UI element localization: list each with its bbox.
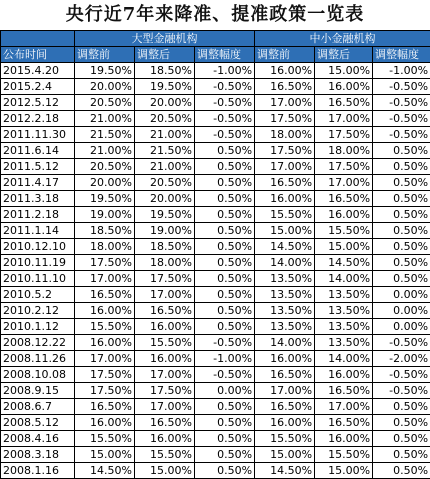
cell-value: 0.50% — [373, 447, 430, 463]
cell-value: 16.00% — [255, 63, 315, 79]
cell-value: 13.50% — [315, 319, 373, 335]
cell-date: 2011.5.12 — [1, 159, 75, 175]
cell-value: 21.50% — [135, 143, 195, 159]
cell-value: 16.50% — [255, 399, 315, 415]
cell-value: 16.00% — [75, 415, 135, 431]
cell-date: 2008.11.26 — [1, 351, 75, 367]
table-row — [1, 143, 430, 159]
cell-value: 0.50% — [373, 415, 430, 431]
rrr-table — [0, 30, 430, 479]
cell-value: 16.00% — [255, 415, 315, 431]
cell-value: -0.50% — [373, 79, 430, 95]
header-row-columns — [1, 47, 430, 63]
table-row — [1, 335, 430, 351]
cell-value: 0.50% — [373, 143, 430, 159]
table-row — [1, 431, 430, 447]
cell-value: 0.50% — [373, 223, 430, 239]
cell-value: 13.50% — [315, 335, 373, 351]
cell-value: 14.00% — [315, 351, 373, 367]
cell-value: 18.50% — [135, 63, 195, 79]
cell-date: 2011.3.18 — [1, 191, 75, 207]
table-row — [1, 463, 430, 479]
cell-date: 2008.9.15 — [1, 383, 75, 399]
cell-value: 0.50% — [373, 159, 430, 175]
cell-value: 0.50% — [195, 271, 255, 287]
cell-value: 17.50% — [135, 383, 195, 399]
cell-value: 15.00% — [75, 447, 135, 463]
cell-value: 0.50% — [373, 207, 430, 223]
cell-value: 20.00% — [75, 79, 135, 95]
cell-value: -0.50% — [373, 127, 430, 143]
cell-date: 2008.10.08 — [1, 367, 75, 383]
cell-value: -0.50% — [195, 367, 255, 383]
cell-value: 0.50% — [373, 239, 430, 255]
cell-value: 16.50% — [315, 191, 373, 207]
table-row — [1, 239, 430, 255]
cell-value: -0.50% — [195, 111, 255, 127]
table-row — [1, 159, 430, 175]
cell-value: 13.50% — [315, 303, 373, 319]
cell-value: 0.50% — [195, 255, 255, 271]
cell-date: 2010.5.2 — [1, 287, 75, 303]
cell-value: 0.50% — [373, 399, 430, 415]
cell-value: 17.50% — [75, 255, 135, 271]
cell-value: 16.00% — [315, 207, 373, 223]
header-group-large: 大型金融机构 — [75, 31, 255, 47]
cell-value: 15.50% — [75, 319, 135, 335]
cell-value: 20.50% — [75, 159, 135, 175]
cell-value: 16.00% — [255, 191, 315, 207]
cell-value: -0.50% — [373, 383, 430, 399]
cell-value: 0.00% — [373, 319, 430, 335]
cell-value: 0.50% — [195, 191, 255, 207]
cell-value: 0.50% — [373, 431, 430, 447]
cell-value: 18.00% — [255, 127, 315, 143]
cell-value: 17.00% — [255, 95, 315, 111]
cell-value: 20.00% — [135, 191, 195, 207]
cell-value: 15.00% — [255, 223, 315, 239]
cell-value: -1.00% — [373, 63, 430, 79]
cell-value: 19.50% — [75, 63, 135, 79]
cell-date: 2008.5.12 — [1, 415, 75, 431]
table-row — [1, 287, 430, 303]
cell-date: 2012.5.12 — [1, 95, 75, 111]
cell-value: 16.50% — [255, 175, 315, 191]
cell-value: 17.00% — [315, 111, 373, 127]
cell-value: 19.50% — [135, 207, 195, 223]
cell-value: 15.50% — [135, 335, 195, 351]
cell-value: 16.00% — [315, 367, 373, 383]
cell-value: 14.50% — [315, 255, 373, 271]
cell-value: 0.00% — [195, 383, 255, 399]
cell-value: 0.50% — [195, 319, 255, 335]
cell-value: 13.50% — [255, 287, 315, 303]
table-row — [1, 191, 430, 207]
cell-date: 2015.4.20 — [1, 63, 75, 79]
cell-value: 0.50% — [195, 159, 255, 175]
cell-value: 16.50% — [315, 383, 373, 399]
table-row — [1, 175, 430, 191]
table-row — [1, 271, 430, 287]
cell-value: 0.50% — [195, 303, 255, 319]
cell-value: 17.50% — [135, 271, 195, 287]
cell-date: 2015.2.4 — [1, 79, 75, 95]
cell-value: 16.50% — [315, 415, 373, 431]
cell-value: 13.50% — [255, 303, 315, 319]
cell-value: 21.00% — [135, 159, 195, 175]
cell-date: 2008.4.16 — [1, 431, 75, 447]
cell-date: 2010.2.12 — [1, 303, 75, 319]
table-row — [1, 399, 430, 415]
cell-value: 17.50% — [75, 383, 135, 399]
cell-value: 15.50% — [75, 431, 135, 447]
cell-value: 20.50% — [135, 175, 195, 191]
table-row — [1, 95, 430, 111]
cell-value: 13.50% — [255, 319, 315, 335]
cell-value: 16.50% — [135, 415, 195, 431]
cell-value: 16.00% — [255, 351, 315, 367]
cell-value: 16.50% — [75, 399, 135, 415]
cell-value: 14.00% — [255, 335, 315, 351]
cell-value: -0.50% — [373, 335, 430, 351]
cell-value: -0.50% — [373, 111, 430, 127]
cell-value: 18.00% — [315, 143, 373, 159]
page-title: 央行近7年来降准、提准政策一览表 — [65, 4, 365, 25]
cell-value: 21.00% — [75, 143, 135, 159]
cell-date: 2011.2.18 — [1, 207, 75, 223]
table-row — [1, 127, 430, 143]
cell-value: -0.50% — [373, 95, 430, 111]
cell-value: 17.00% — [315, 175, 373, 191]
cell-value: -0.50% — [195, 335, 255, 351]
cell-value: 0.00% — [373, 303, 430, 319]
header-delta-small: 调整幅度 — [373, 47, 430, 63]
table-row — [1, 207, 430, 223]
table-row — [1, 223, 430, 239]
cell-value: 19.00% — [75, 207, 135, 223]
cell-value: 14.50% — [75, 463, 135, 479]
cell-value: 17.50% — [315, 159, 373, 175]
cell-value: 14.50% — [255, 463, 315, 479]
cell-value: 19.00% — [135, 223, 195, 239]
cell-value: -0.50% — [195, 95, 255, 111]
cell-value: 16.00% — [75, 335, 135, 351]
cell-value: 0.00% — [373, 287, 430, 303]
table-row — [1, 111, 430, 127]
cell-value: 18.50% — [135, 239, 195, 255]
table-row — [1, 383, 430, 399]
table-row — [1, 415, 430, 431]
cell-value: 21.00% — [75, 111, 135, 127]
cell-value: 15.00% — [255, 447, 315, 463]
header-row-groups — [1, 31, 430, 47]
cell-value: 0.50% — [195, 223, 255, 239]
cell-value: 13.50% — [255, 271, 315, 287]
cell-value: 16.50% — [255, 367, 315, 383]
cell-value: 16.50% — [135, 303, 195, 319]
header-before-small: 调整前 — [255, 47, 315, 63]
table-row — [1, 319, 430, 335]
cell-value: 16.00% — [315, 431, 373, 447]
cell-value: 0.50% — [195, 287, 255, 303]
table-row — [1, 351, 430, 367]
cell-date: 2010.11.10 — [1, 271, 75, 287]
header-after-small: 调整后 — [315, 47, 373, 63]
cell-value: -0.50% — [373, 367, 430, 383]
cell-value: 15.50% — [255, 207, 315, 223]
cell-value: -1.00% — [195, 63, 255, 79]
header-blank — [1, 31, 75, 47]
cell-date: 2010.12.10 — [1, 239, 75, 255]
cell-value: 17.00% — [135, 399, 195, 415]
cell-value: 15.00% — [315, 463, 373, 479]
cell-value: 0.50% — [195, 239, 255, 255]
cell-value: 0.50% — [195, 415, 255, 431]
table-row — [1, 255, 430, 271]
cell-value: 20.00% — [135, 95, 195, 111]
cell-value: 15.50% — [315, 223, 373, 239]
cell-value: 0.50% — [195, 207, 255, 223]
header-after-large: 调整后 — [135, 47, 195, 63]
cell-value: 17.50% — [315, 127, 373, 143]
header-date: 公布时间 — [1, 47, 75, 63]
cell-value: 14.00% — [255, 255, 315, 271]
cell-value: 17.00% — [135, 367, 195, 383]
cell-value: 0.50% — [195, 431, 255, 447]
cell-value: 0.50% — [195, 399, 255, 415]
table-row — [1, 367, 430, 383]
cell-value: 20.00% — [75, 175, 135, 191]
cell-date: 2010.1.12 — [1, 319, 75, 335]
cell-value: 16.00% — [135, 319, 195, 335]
cell-value: 15.50% — [135, 447, 195, 463]
header-group-small: 中小金融机构 — [255, 31, 430, 47]
cell-date: 2008.6.7 — [1, 399, 75, 415]
cell-value: 0.50% — [373, 191, 430, 207]
cell-value: 18.00% — [135, 255, 195, 271]
cell-value: 16.50% — [75, 287, 135, 303]
cell-date: 2008.12.22 — [1, 335, 75, 351]
cell-date: 2011.1.14 — [1, 223, 75, 239]
cell-value: -0.50% — [195, 79, 255, 95]
cell-date: 2008.3.18 — [1, 447, 75, 463]
cell-value: 20.50% — [75, 95, 135, 111]
cell-value: 0.50% — [195, 447, 255, 463]
cell-value: 14.00% — [315, 271, 373, 287]
table-row — [1, 79, 430, 95]
cell-value: 16.50% — [315, 95, 373, 111]
table-row — [1, 447, 430, 463]
cell-value: 17.00% — [135, 287, 195, 303]
cell-value: -2.00% — [373, 351, 430, 367]
cell-date: 2012.2.18 — [1, 111, 75, 127]
cell-value: 20.50% — [135, 111, 195, 127]
cell-value: 15.00% — [135, 463, 195, 479]
cell-value: 17.00% — [75, 271, 135, 287]
cell-value: 16.00% — [135, 431, 195, 447]
cell-value: 19.50% — [75, 191, 135, 207]
cell-value: 15.50% — [315, 447, 373, 463]
cell-value: 17.00% — [315, 399, 373, 415]
table-row — [1, 303, 430, 319]
cell-value: 18.50% — [75, 223, 135, 239]
cell-value: 15.00% — [315, 239, 373, 255]
table-body — [1, 31, 430, 479]
cell-date: 2011.6.14 — [1, 143, 75, 159]
cell-value: 13.50% — [315, 287, 373, 303]
cell-value: 0.50% — [373, 463, 430, 479]
header-before-large: 调整前 — [75, 47, 135, 63]
cell-value: 0.50% — [373, 255, 430, 271]
cell-value: 0.50% — [373, 175, 430, 191]
cell-value: 0.50% — [195, 463, 255, 479]
cell-value: 0.50% — [373, 271, 430, 287]
cell-value: 17.00% — [75, 351, 135, 367]
cell-value: 14.50% — [255, 239, 315, 255]
cell-value: 17.50% — [255, 143, 315, 159]
cell-value: 16.50% — [255, 79, 315, 95]
cell-value: 15.00% — [315, 63, 373, 79]
cell-value: 18.00% — [75, 239, 135, 255]
cell-value: 17.50% — [255, 111, 315, 127]
cell-date: 2008.1.16 — [1, 463, 75, 479]
cell-value: 17.00% — [255, 383, 315, 399]
table-row — [1, 63, 430, 79]
cell-value: 15.50% — [255, 431, 315, 447]
cell-value: 0.50% — [195, 175, 255, 191]
cell-value: 0.50% — [195, 143, 255, 159]
cell-date: 2011.11.30 — [1, 127, 75, 143]
cell-date: 2010.11.19 — [1, 255, 75, 271]
cell-value: 21.50% — [75, 127, 135, 143]
cell-value: 21.00% — [135, 127, 195, 143]
cell-value: 17.00% — [255, 159, 315, 175]
cell-date: 2011.4.17 — [1, 175, 75, 191]
cell-value: -0.50% — [195, 127, 255, 143]
cell-value: 16.00% — [315, 79, 373, 95]
cell-value: 16.00% — [75, 303, 135, 319]
cell-value: 19.50% — [135, 79, 195, 95]
cell-value: -1.00% — [195, 351, 255, 367]
cell-value: 16.00% — [135, 351, 195, 367]
cell-value: 17.50% — [75, 367, 135, 383]
header-delta-large: 调整幅度 — [195, 47, 255, 63]
